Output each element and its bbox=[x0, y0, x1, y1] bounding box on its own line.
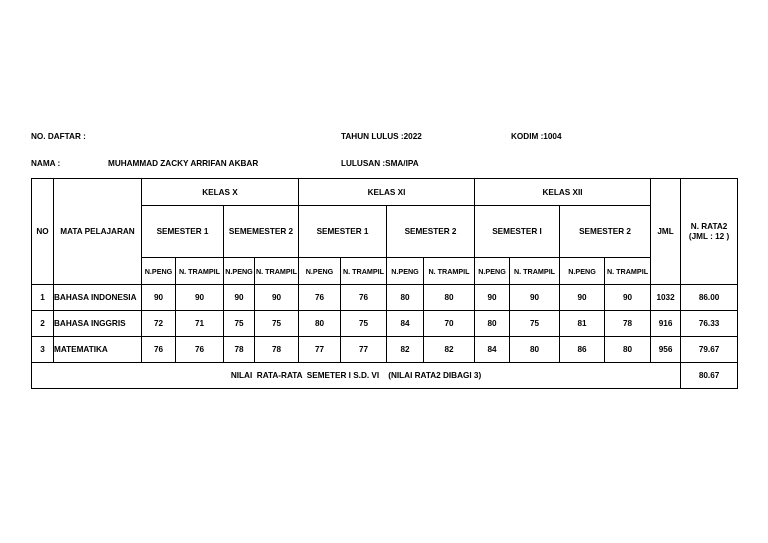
grade-cell: 72 bbox=[142, 311, 176, 337]
row-no: 2 bbox=[32, 311, 54, 337]
sub-header: N. TRAMPIL bbox=[510, 258, 560, 285]
grade-cell: 81 bbox=[560, 311, 605, 337]
grade-cell: 75 bbox=[255, 311, 299, 337]
grades-table bbox=[31, 178, 738, 389]
grade-cell: 90 bbox=[510, 285, 560, 311]
col-rata-header: N. RATA2 (JML : 12 ) bbox=[681, 179, 738, 285]
row-rata: 86.00 bbox=[681, 285, 738, 311]
grade-cell: 82 bbox=[387, 337, 424, 363]
row-no: 3 bbox=[32, 337, 54, 363]
grade-cell: 76 bbox=[142, 337, 176, 363]
grade-cell: 90 bbox=[142, 285, 176, 311]
col-no-header: NO bbox=[32, 179, 54, 285]
grade-cell: 77 bbox=[341, 337, 387, 363]
kodim-label: KODIM :1004 bbox=[511, 132, 562, 141]
grade-cell: 80 bbox=[299, 311, 341, 337]
grade-cell: 80 bbox=[510, 337, 560, 363]
grade-cell: 80 bbox=[605, 337, 651, 363]
table-row bbox=[32, 337, 738, 363]
nama-label: NAMA : bbox=[31, 159, 61, 168]
row-mapel: MATEMATIKA bbox=[54, 337, 142, 363]
grade-cell: 76 bbox=[299, 285, 341, 311]
header-row-kelas bbox=[32, 179, 738, 206]
row-jml: 1032 bbox=[651, 285, 681, 311]
grade-cell: 84 bbox=[387, 311, 424, 337]
row-rata: 79.67 bbox=[681, 337, 738, 363]
nama-value: MUHAMMAD ZACKY ARRIFAN AKBAR bbox=[108, 159, 259, 168]
sub-header: N. TRAMPIL bbox=[255, 258, 299, 285]
grade-cell: 90 bbox=[176, 285, 224, 311]
sub-header: N. TRAMPIL bbox=[605, 258, 651, 285]
grade-cell: 75 bbox=[224, 311, 255, 337]
grade-cell: 80 bbox=[424, 285, 475, 311]
semester-header: SEMESTER 2 bbox=[560, 206, 651, 258]
col-mapel-header: MATA PELAJARAN bbox=[54, 179, 142, 285]
sub-header: N.PENG bbox=[142, 258, 176, 285]
grade-cell: 76 bbox=[341, 285, 387, 311]
sub-header: N.PENG bbox=[560, 258, 605, 285]
kelas-x-header: KELAS X bbox=[142, 179, 299, 206]
grade-cell: 90 bbox=[605, 285, 651, 311]
row-jml: 956 bbox=[651, 337, 681, 363]
grade-cell: 75 bbox=[510, 311, 560, 337]
sub-header: N.PENG bbox=[299, 258, 341, 285]
row-jml: 916 bbox=[651, 311, 681, 337]
row-mapel: BAHASA INDONESIA bbox=[54, 285, 142, 311]
grade-cell: 70 bbox=[424, 311, 475, 337]
grade-cell: 84 bbox=[475, 337, 510, 363]
grade-cell: 90 bbox=[475, 285, 510, 311]
table-row bbox=[32, 311, 738, 337]
grade-cell: 90 bbox=[224, 285, 255, 311]
kelas-xii-header: KELAS XII bbox=[475, 179, 651, 206]
grade-cell: 75 bbox=[341, 311, 387, 337]
semester-header: SEMESTER I bbox=[475, 206, 560, 258]
grade-cell: 90 bbox=[255, 285, 299, 311]
sub-header: N.PENG bbox=[224, 258, 255, 285]
semester-header: SEMESTER 1 bbox=[299, 206, 387, 258]
sub-header: N. TRAMPIL bbox=[424, 258, 475, 285]
no-daftar-label: NO. DAFTAR : bbox=[31, 132, 86, 141]
footer-value: 80.67 bbox=[681, 363, 738, 389]
grade-cell: 78 bbox=[605, 311, 651, 337]
semester-header: SEMEMESTER 2 bbox=[224, 206, 299, 258]
tahun-lulus-label: TAHUN LULUS :2022 bbox=[341, 132, 422, 141]
footer-label: NILAI RATA-RATA SEMETER I S.D. VI (NILAI RATA2 DIBAGI 3) bbox=[32, 363, 681, 389]
row-no: 1 bbox=[32, 285, 54, 311]
grade-cell: 76 bbox=[176, 337, 224, 363]
kelas-xi-header: KELAS XI bbox=[299, 179, 475, 206]
grade-cell: 77 bbox=[299, 337, 341, 363]
grade-cell: 78 bbox=[255, 337, 299, 363]
grade-cell: 80 bbox=[387, 285, 424, 311]
sub-header: N. TRAMPIL bbox=[341, 258, 387, 285]
sub-header: N.PENG bbox=[475, 258, 510, 285]
grade-cell: 82 bbox=[424, 337, 475, 363]
col-jml-header: JML bbox=[651, 179, 681, 285]
grade-cell: 80 bbox=[475, 311, 510, 337]
grade-cell: 86 bbox=[560, 337, 605, 363]
grade-cell: 71 bbox=[176, 311, 224, 337]
grade-cell: 78 bbox=[224, 337, 255, 363]
table-row bbox=[32, 285, 738, 311]
sub-header: N. TRAMPIL bbox=[176, 258, 224, 285]
lulusan-label: LULUSAN :SMA/IPA bbox=[341, 159, 419, 168]
footer-row bbox=[32, 363, 738, 389]
semester-header: SEMESTER 2 bbox=[387, 206, 475, 258]
semester-header: SEMESTER 1 bbox=[142, 206, 224, 258]
grade-cell: 90 bbox=[560, 285, 605, 311]
row-mapel: BAHASA INGGRIS bbox=[54, 311, 142, 337]
row-rata: 76.33 bbox=[681, 311, 738, 337]
sub-header: N.PENG bbox=[387, 258, 424, 285]
